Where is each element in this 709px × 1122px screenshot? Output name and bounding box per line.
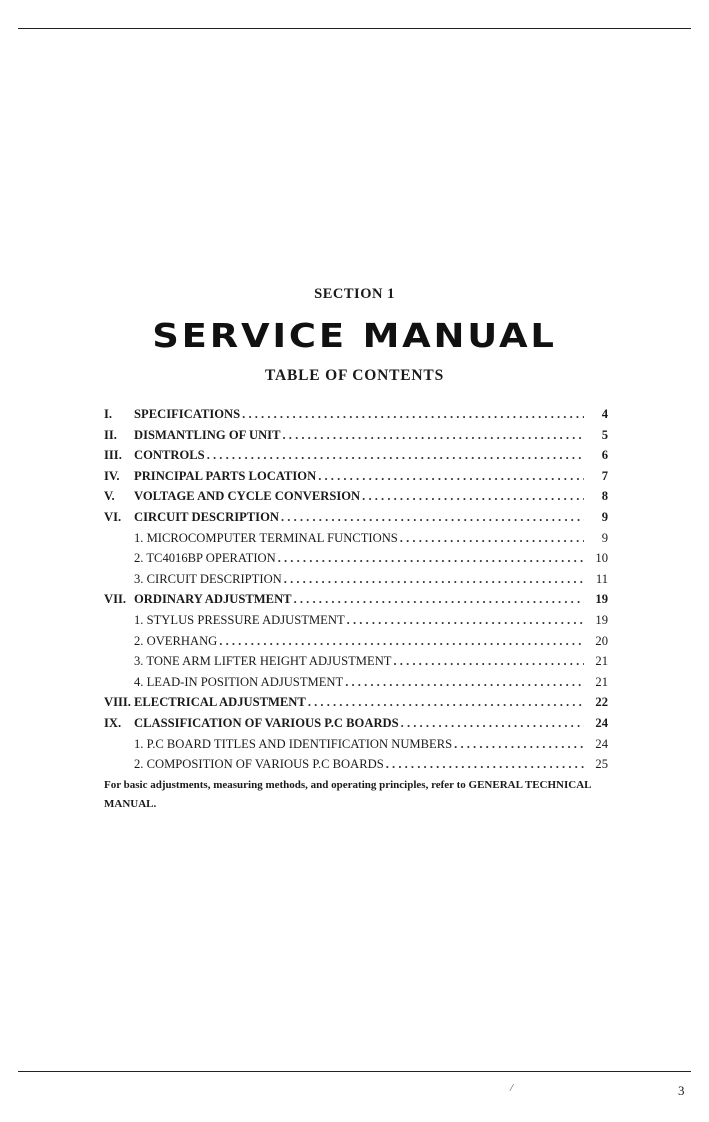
toc-dot-leader bbox=[393, 651, 584, 672]
toc-entry bbox=[104, 713, 608, 734]
toc-entry-page: 19 bbox=[595, 592, 608, 607]
toc-entry-page: 11 bbox=[595, 571, 608, 586]
toc-entry bbox=[104, 466, 608, 487]
toc-entry-label: 2. OVERHANG bbox=[134, 633, 218, 648]
toc-dot-leader bbox=[219, 631, 584, 652]
toc-entry bbox=[104, 569, 608, 590]
toc-dot-leader bbox=[318, 466, 584, 487]
toc-entry bbox=[104, 425, 608, 446]
toc-entry-page: 9 bbox=[601, 509, 608, 524]
toc-entry-page: 21 bbox=[595, 674, 608, 689]
toc-dot-leader bbox=[345, 672, 584, 693]
toc-dot-leader bbox=[362, 486, 584, 507]
toc-entry-label: 3. CIRCUIT DESCRIPTION bbox=[134, 571, 282, 586]
toc-entry bbox=[104, 610, 608, 631]
bottom-rule bbox=[18, 1071, 691, 1072]
toc-entry bbox=[104, 651, 608, 672]
toc-entry-label: 1. STYLUS PRESSURE ADJUSTMENT bbox=[134, 612, 345, 627]
toc-entry-number: VIII. bbox=[104, 695, 131, 710]
toc-entry bbox=[104, 445, 608, 466]
toc-entry-page: 25 bbox=[595, 757, 608, 772]
toc-entry-page: 8 bbox=[601, 489, 608, 504]
toc-entry-label: 1. P.C BOARD TITLES AND IDENTIFICATION NUMBERS bbox=[134, 736, 453, 751]
toc-dot-leader bbox=[454, 734, 584, 755]
toc-entry bbox=[104, 528, 608, 549]
toc-entry-number: V. bbox=[104, 489, 115, 504]
toc-entry-page: 21 bbox=[595, 654, 608, 669]
toc-entry-page: 9 bbox=[601, 530, 608, 545]
toc-entry-label: CLASSIFICATION OF VARIOUS P.C BOARDS bbox=[134, 715, 399, 730]
toc-entry bbox=[104, 692, 608, 713]
toc-dot-leader bbox=[242, 404, 584, 425]
toc-entry-page: 19 bbox=[595, 612, 608, 627]
table-of-contents bbox=[104, 404, 608, 775]
toc-dot-leader bbox=[401, 713, 584, 734]
toc-dot-leader bbox=[386, 754, 584, 775]
toc-entry-label: PRINCIPAL PARTS LOCATION bbox=[134, 468, 317, 483]
toc-entry bbox=[104, 734, 608, 755]
toc-entry-label: SPECIFICATIONS bbox=[134, 407, 241, 421]
toc-entry-label: ELECTRICAL ADJUSTMENT bbox=[134, 695, 306, 710]
toc-entry-label: DISMANTLING OF UNIT bbox=[134, 427, 281, 442]
toc-entry-label: 3. TONE ARM LIFTER HEIGHT ADJUSTMENT bbox=[134, 654, 392, 669]
toc-entry-number: III. bbox=[104, 448, 122, 463]
toc-entry-label: CONTROLS bbox=[134, 448, 205, 463]
page-number: 3 bbox=[678, 1083, 685, 1098]
toc-heading: TABLE OF CONTENTS bbox=[265, 367, 444, 384]
toc-entry bbox=[104, 548, 608, 569]
page-title: SERVICE MANUAL bbox=[152, 316, 557, 355]
toc-entry bbox=[104, 672, 608, 693]
toc-entry-page: 24 bbox=[595, 736, 608, 751]
toc-dot-leader bbox=[347, 610, 584, 631]
footer-mark: / bbox=[510, 1082, 514, 1094]
toc-entry-label: 2. TC4016BP OPERATION bbox=[134, 551, 276, 566]
toc-entry bbox=[104, 486, 608, 507]
toc-entry-label: CIRCUIT DESCRIPTION bbox=[134, 509, 279, 524]
toc-entry-page: 22 bbox=[595, 695, 608, 710]
toc-entry bbox=[104, 754, 608, 775]
toc-entry-label: 4. LEAD-IN POSITION ADJUSTMENT bbox=[134, 674, 344, 689]
reference-note: For basic adjustments, measuring methods, and operating principles, refer to GENERAL TECHNICAL MANUAL. bbox=[104, 779, 591, 810]
toc-entry-label: 2. COMPOSITION OF VARIOUS P.C BOARDS bbox=[134, 757, 384, 772]
toc-entry-page: 4 bbox=[601, 407, 608, 421]
toc-entry-page: 6 bbox=[601, 448, 608, 463]
toc-entry bbox=[104, 589, 608, 610]
toc-entry-page: 20 bbox=[595, 633, 608, 648]
toc-dot-leader bbox=[207, 445, 584, 466]
toc-entry-number: I. bbox=[104, 407, 113, 421]
toc-dot-leader bbox=[281, 507, 584, 528]
toc-entry bbox=[104, 631, 608, 652]
toc-dot-leader bbox=[282, 425, 584, 446]
toc-dot-leader bbox=[400, 528, 584, 549]
toc-entry-number: VII. bbox=[104, 592, 127, 607]
toc-entry-number: IV. bbox=[104, 468, 120, 483]
toc-dot-leader bbox=[308, 692, 584, 713]
toc-entry-page: 7 bbox=[601, 468, 608, 483]
toc-entry-number: VI. bbox=[104, 509, 122, 524]
section-label: SECTION 1 bbox=[314, 286, 395, 302]
toc-dot-leader bbox=[278, 548, 584, 569]
toc-entry-page: 5 bbox=[601, 427, 608, 442]
toc-entry bbox=[104, 507, 608, 528]
toc-entry-label: VOLTAGE AND CYCLE CONVERSION bbox=[134, 489, 361, 504]
toc-entry-label: ORDINARY ADJUSTMENT bbox=[134, 592, 292, 607]
toc-dot-leader bbox=[294, 589, 584, 610]
toc-entry-page: 24 bbox=[595, 715, 608, 730]
toc-dot-leader bbox=[284, 569, 584, 590]
toc-entry-page: 10 bbox=[595, 551, 608, 566]
toc-entry-label: 1. MICROCOMPUTER TERMINAL FUNCTIONS bbox=[134, 530, 398, 545]
toc-entry bbox=[104, 404, 608, 425]
toc-entry-number: IX. bbox=[104, 715, 122, 730]
top-rule bbox=[18, 28, 691, 29]
toc-entry-number: II. bbox=[104, 427, 117, 442]
